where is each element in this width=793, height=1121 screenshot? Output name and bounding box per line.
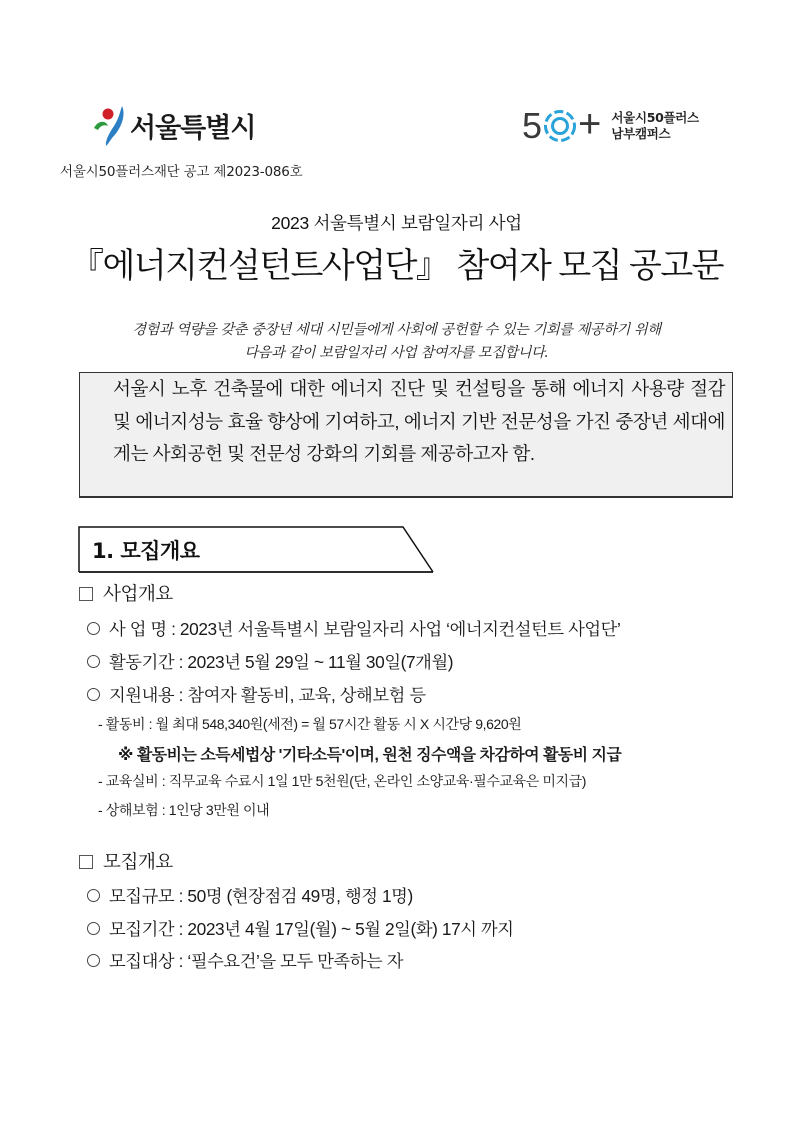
sub-list-item xyxy=(98,800,269,820)
item-label: 모집대상 xyxy=(109,951,175,971)
circle-bullet-icon xyxy=(87,688,100,701)
list-item xyxy=(87,681,426,706)
heading-label: 사업개요 xyxy=(103,583,173,604)
circle-bullet-icon xyxy=(87,889,100,902)
document-title: 『에너지컨설턴트사업단』 참여자 모집 공고문 xyxy=(69,247,724,285)
dash-bullet: - xyxy=(98,773,106,789)
sub-item-label: 상해보험 xyxy=(105,802,159,818)
circle-bullet-icon xyxy=(87,922,100,935)
separator: : xyxy=(174,919,188,939)
campus-name-line2: 남부캠퍼스 xyxy=(611,126,671,141)
notice-number: 서울시50플러스재단 공고 제2023-086호 xyxy=(60,164,303,180)
item-value: ‘필수요건’을 모두 만족하는 자 xyxy=(187,951,404,971)
intro-line-1: 경험과 역량을 갖춘 중장년 세대 시민들에게 사회에 공헌할 수 있는 기회를 제공하기 위해 xyxy=(132,322,661,338)
item-value: 50명 (현장점검 49명, 행정 1명) xyxy=(187,886,413,906)
heading-label: 모집개요 xyxy=(103,851,173,872)
circle-bullet-icon xyxy=(87,954,100,967)
ring-icon xyxy=(543,109,577,143)
campus-name xyxy=(611,110,698,142)
separator: : xyxy=(145,716,156,732)
separator: : xyxy=(174,886,188,906)
square-bullet-icon xyxy=(79,855,93,869)
sub-item-value: 월 최대 548,340원(세전) = 월 57시간 활동 시 X 시간당 9,620원 xyxy=(155,716,522,732)
recruit-overview-heading xyxy=(79,848,173,874)
sub-list-item xyxy=(98,771,586,791)
section-title: 1. 모집개요 xyxy=(92,539,200,563)
sub-item-label: 교육실비 xyxy=(105,773,159,789)
circle-bullet-icon xyxy=(87,622,100,635)
item-label: 활동기간 xyxy=(109,652,175,672)
seoul-city-logo xyxy=(92,100,255,150)
purpose-text: 서울시 노후 건축물에 대한 에너지 진단 및 컨설팅을 통해 에너지 사용량 절감 및 에너지성능 효율 향상에 기여하고, 에너지 기반 전문성을 가진 중장년 세대에게는 사회공헌 및 전문성 강화의 기회를 제공하고자 함. xyxy=(113,378,725,464)
seoul-city-name: 서울특별시 xyxy=(130,112,256,144)
item-value: 2023년 4월 17일(월) ~ 5월 2일(화) 17시 까지 xyxy=(187,919,514,939)
logo-plus: + xyxy=(578,102,602,146)
section-header xyxy=(78,526,434,572)
square-bullet-icon xyxy=(79,587,93,601)
intro-line-2: 다음과 같이 보람일자리 사업 참여자를 모집합니다. xyxy=(244,345,549,361)
sub-item-label: 활동비 xyxy=(105,716,146,732)
purpose-box xyxy=(79,372,733,498)
item-value: 참여자 활동비, 교육, 상해보험 등 xyxy=(187,685,426,705)
list-item xyxy=(87,882,413,907)
activity-fee-note: ※ 활동비는 소득세법상 '기타소득'이며, 원천 징수액을 차감하여 활동비 지급 xyxy=(118,747,622,764)
separator: : xyxy=(174,951,188,971)
separator: : xyxy=(166,619,180,639)
separator: : xyxy=(158,802,169,818)
circle-bullet-icon xyxy=(87,655,100,668)
list-item xyxy=(87,615,620,640)
list-item xyxy=(87,648,453,673)
intro-text xyxy=(0,319,793,365)
sub-item-value: 1인당 3만원 이내 xyxy=(168,802,270,818)
item-label: 모집기간 xyxy=(109,919,175,939)
document-subtitle: 2023 서울특별시 보람일자리 사업 xyxy=(271,213,522,233)
item-value: 2023년 5월 29일 ~ 11월 30일(7개월) xyxy=(187,652,454,672)
sub-list-item xyxy=(98,714,521,734)
item-value: 2023년 서울특별시 보람일자리 사업 ‘에너지컨설턴트 사업단’ xyxy=(179,619,621,639)
dash-bullet: - xyxy=(98,716,106,732)
item-label: 사 업 명 xyxy=(109,619,167,639)
sub-item-value: 직무교육 수료시 1일 1만 5천원(단, 온라인 소양교육·필수교육은 미지급) xyxy=(168,773,586,789)
separator: : xyxy=(174,685,188,705)
item-label: 지원내용 xyxy=(109,685,175,705)
list-item xyxy=(87,947,403,972)
campus-name-line1: 서울시50플러스 xyxy=(611,110,699,125)
logo-five: 5 xyxy=(522,105,543,146)
fifty-plus-logo xyxy=(522,102,699,146)
dash-bullet: - xyxy=(98,802,106,818)
seoul-symbol-icon xyxy=(92,102,128,148)
item-label: 모집규모 xyxy=(109,886,175,906)
separator: : xyxy=(158,773,169,789)
list-item xyxy=(87,915,514,940)
business-overview-heading xyxy=(79,580,173,606)
separator: : xyxy=(174,652,188,672)
